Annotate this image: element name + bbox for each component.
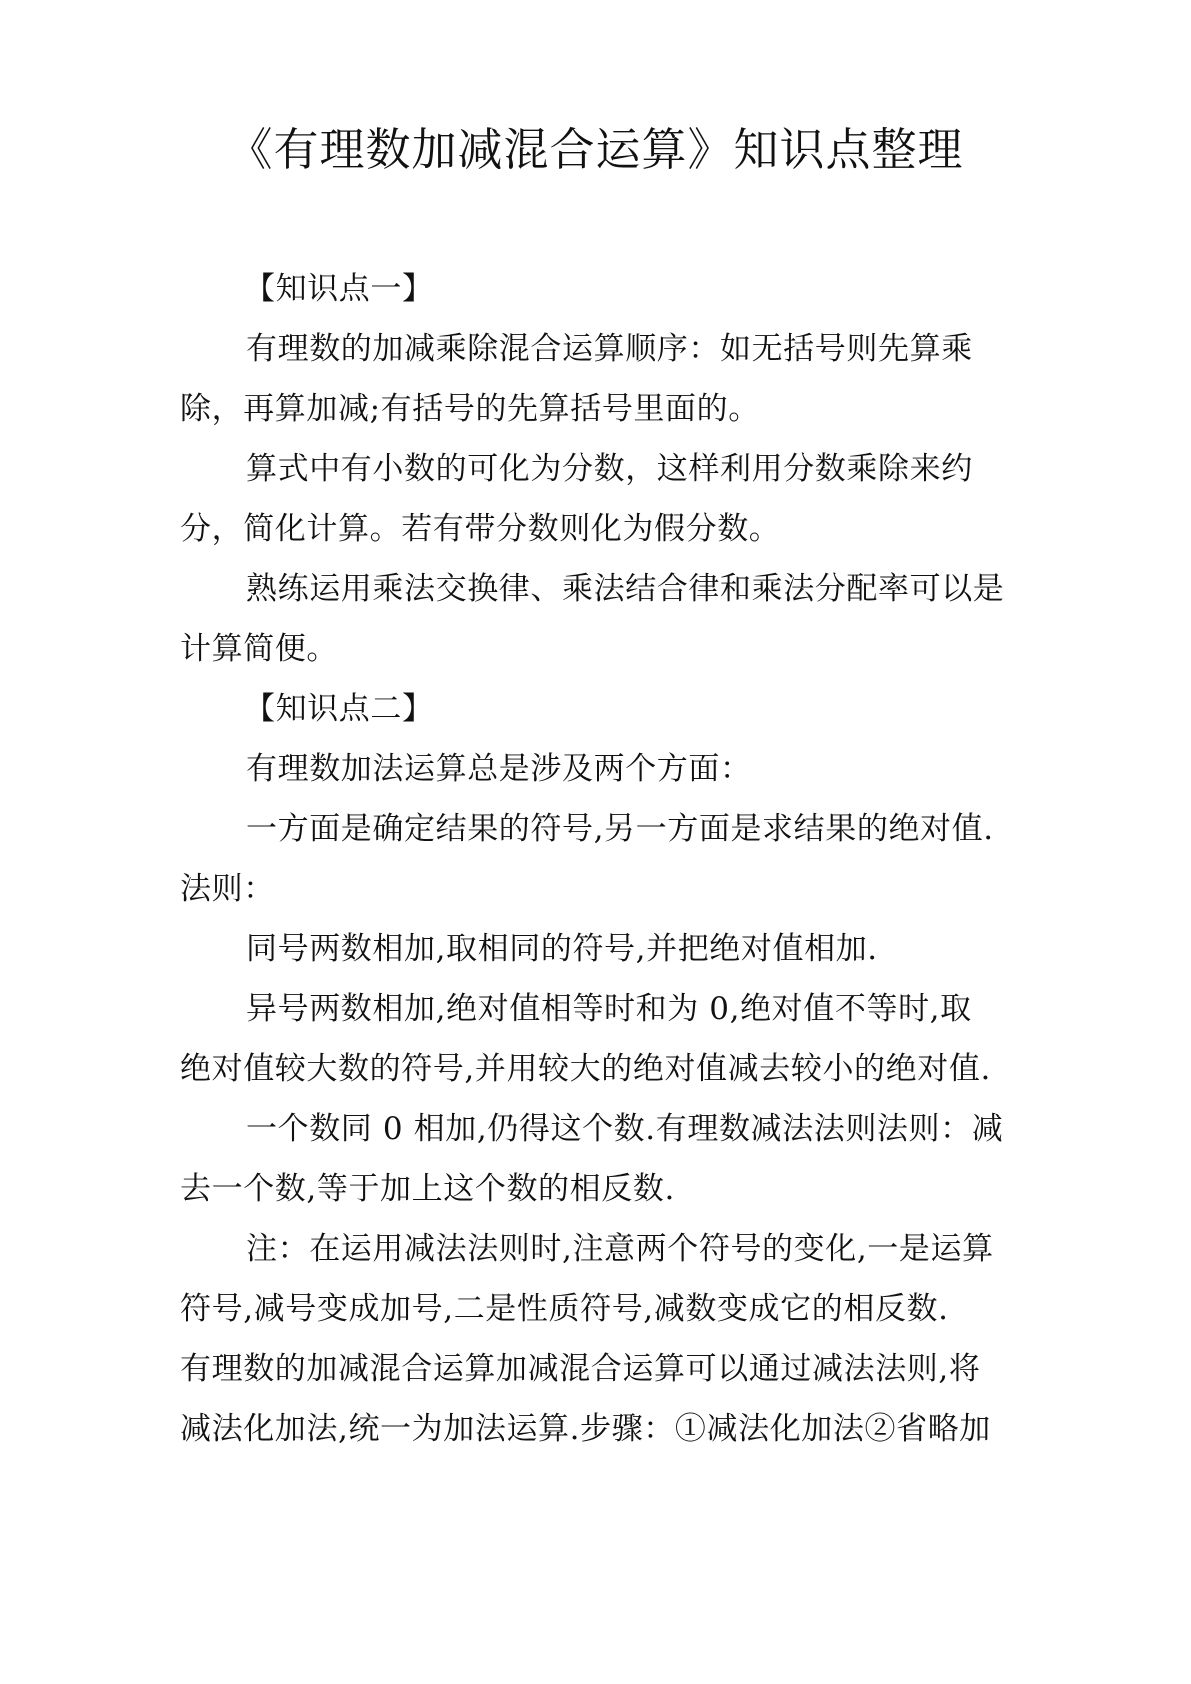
paragraph-line: 一方面是确定结果的符号,另一方面是求结果的绝对值. — [246, 811, 994, 847]
paragraph-line: 有理数的加减乘除混合运算顺序：如无括号则先算乘 — [246, 331, 973, 367]
paragraph-line: 异号两数相加,绝对值相等时和为 0,绝对值不等时,取 — [246, 991, 972, 1027]
section-heading-1: 【知识点一】 — [244, 271, 434, 307]
paragraph-line: 去一个数,等于加上这个数的相反数. — [180, 1171, 675, 1207]
paragraph-line: 熟练运用乘法交换律、乘法结合律和乘法分配率可以是 — [246, 571, 1005, 607]
paragraph-line: 除，再算加减;有括号的先算括号里面的。 — [180, 391, 760, 427]
paragraph-line: 分，简化计算。若有带分数则化为假分数。 — [180, 511, 781, 547]
paragraph-line: 有理数加法运算总是涉及两个方面： — [246, 751, 752, 787]
paragraph-line: 一个数同 0 相加,仍得这个数.有理数减法法则法则：减 — [246, 1111, 1004, 1147]
paragraph-line: 算式中有小数的可化为分数，这样利用分数乘除来约 — [246, 451, 973, 487]
document-title: 《有理数加减混合运算》知识点整理 — [227, 123, 964, 176]
paragraph-line: 注：在运用减法法则时,注意两个符号的变化,一是运算 — [246, 1231, 994, 1267]
section-heading-2: 【知识点二】 — [244, 691, 434, 727]
paragraph-line: 符号,减号变成加号,二是性质符号,减数变成它的相反数. — [180, 1291, 949, 1327]
paragraph-line: 法则： — [180, 871, 275, 907]
paragraph-line: 绝对值较大数的符号,并用较大的绝对值减去较小的绝对值. — [180, 1051, 991, 1087]
paragraph-line: 同号两数相加,取相同的符号,并把绝对值相加. — [246, 931, 878, 967]
paragraph-line: 计算简便。 — [180, 631, 338, 667]
paragraph-line: 减法化加法,统一为加法运算.步骤：①减法化加法②省略加 — [180, 1411, 991, 1447]
paragraph-line: 有理数的加减混合运算加减混合运算可以通过减法法则,将 — [180, 1351, 981, 1387]
